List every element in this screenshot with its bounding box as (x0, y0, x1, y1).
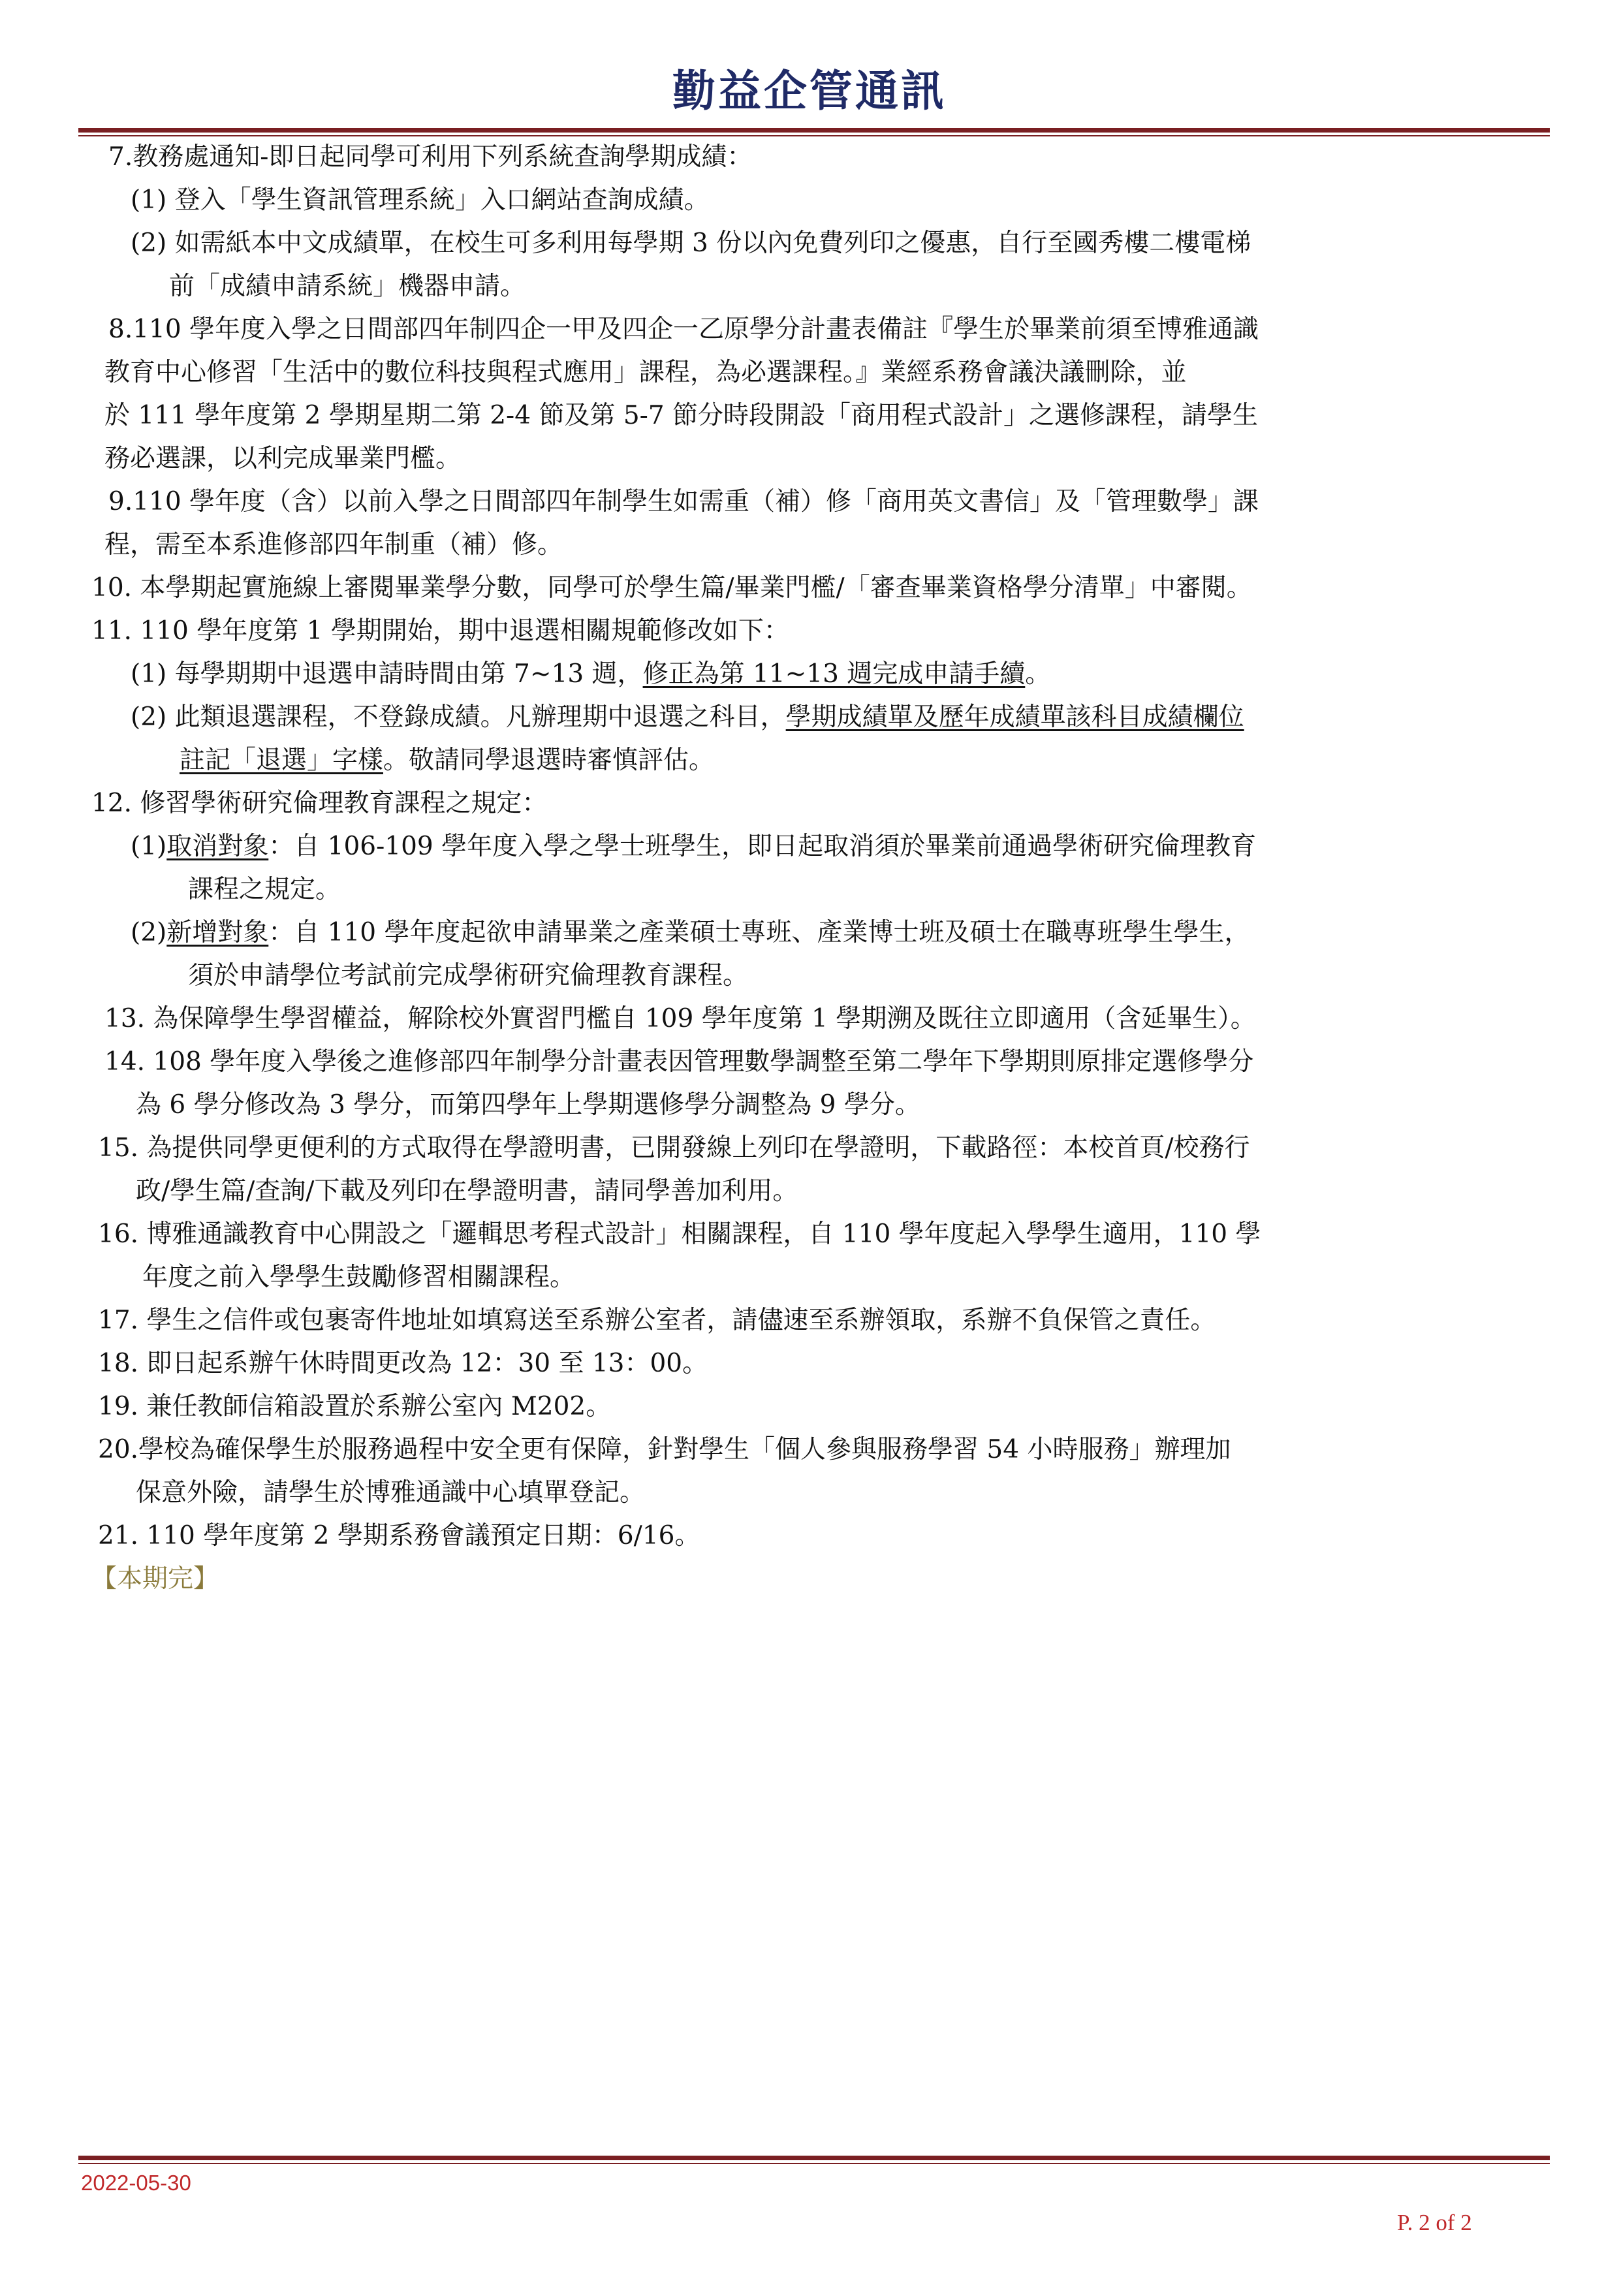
item-11-sub-2: (2) 此類退選課程，不登錄成績。凡辦理期中退選之科目，學期成績單及歷年成績單該科目成績欄位 (131, 702, 1244, 732)
item-7-2: (2) 如需紙本中文成績單，在校生可多利用每學期 3 份以內免費列印之優惠，自行至國秀樓二樓電梯 (131, 228, 1251, 258)
item-15: 15. 為提供同學更便利的方式取得在學證明書，已開發線上列印在學證明，下載路徑：本校首頁/校務行 (98, 1133, 1250, 1163)
item-18: 18. 即日起系辦午休時間更改為 12：30 至 13：00。 (98, 1349, 708, 1378)
item-16: 16. 博雅通識教育中心開設之「邏輯思考程式設計」相關課程，自 110 學年度起入學學生適用，110 學 (98, 1219, 1261, 1249)
item-11-sub-1: (1) 每學期期中退選申請時間由第 7~13 週，修正為第 11~13 週完成申請手續。 (131, 659, 1051, 689)
underlined-text: 學期成績單及歷年成績單該科目成績欄位 (785, 702, 1244, 732)
item-12-sub-1-cont: 課程之規定。 (188, 875, 341, 904)
issue-date: 2022-05-30 (81, 2171, 191, 2195)
item-8-cont: 務必選課，以利完成畢業門檻。 (104, 444, 462, 473)
item-10: 10. 本學期起實施線上審閱畢業學分數，同學可於學生篇/畢業門檻/「審查畢業資格學分清單」中審閱。 (91, 573, 1252, 603)
item-7-2-cont: 前「成績申請系統」機器申請。 (144, 272, 526, 301)
item-14: 14. 108 學年度入學後之進修部四年制學分計畫表因管理數學調整至第二學年下學期則原排定選修學分 (104, 1047, 1254, 1077)
item-8: 8.110 學年度入學之日間部四年制四企一甲及四企一乙原學分計畫表備註『學生於畢業前須至博雅通識 (108, 315, 1259, 344)
item-8-cont: 於 111 學年度第 2 學期星期二第 2-4 節及第 5-7 節分時段開設「商用程式設計」之選修課程，請學生 (104, 401, 1259, 430)
item-15-cont: 政/學生篇/查詢/下載及列印在學證明書，請同學善加利用。 (136, 1176, 798, 1206)
item-13: 13. 為保障學生學習權益，解除校外實習門檻自 109 學年度第 1 學期溯及既往立即適用（含延畢生）。 (104, 1004, 1256, 1033)
page-number: P. 2 of 2 (1397, 2210, 1472, 2235)
announcement-list (91, 136, 1547, 1601)
underlined-text: 新增對象 (166, 918, 269, 947)
item-20: 20.學校為確保學生於服務過程中安全更有保障，針對學生「個人參與服務學習 54 小時服務」辦理加 (98, 1435, 1231, 1464)
item-7-1: (1) 登入「學生資訊管理系統」入口網站查詢成績。 (131, 185, 710, 215)
item-11-sub-2-cont: 註記「退選」字樣。敬請同學退選時審慎評估。 (180, 746, 715, 775)
item-12-sub-2-cont: 須於申請學位考試前完成學術研究倫理教育課程。 (188, 961, 749, 990)
item-21: 21. 110 學年度第 2 學期系務會議預定日期：6/16。 (98, 1521, 700, 1550)
item-9-cont: 程，需至本系進修部四年制重（補）修。 (104, 530, 563, 559)
item-8-cont: 教育中心修習「生活中的數位科技與程式應用」課程，為必選課程。』業經系務會議決議刪除，並 (104, 358, 1187, 387)
item-12-sub-2: (2)新增對象：自 110 學年度起欲申請畢業之產業碩士專班、產業博士班及碩士在職專班學生學生， (131, 918, 1250, 947)
item-17: 17. 學生之信件或包裹寄件地址如填寫送至系辦公室者，請儘速至系辦領取，系辦不負保管之責任。 (98, 1306, 1216, 1335)
page-title: 勤益企管通訊 (672, 66, 947, 116)
item-9: 9.110 學年度（含）以前入學之日間部四年制學生如需重（補）修「商用英文書信」及「管理數學」課 (108, 487, 1259, 516)
item-12-sub-1: (1)取消對象：自 106-109 學年度入學之學士班學生，即日起取消須於畢業前通過學術研究倫理教育 (131, 832, 1257, 861)
underlined-text: 取消對象 (166, 832, 269, 861)
item-7: 7.教務處通知-即日起同學可利用下列系統查詢學期成績： (108, 142, 753, 172)
item-20-cont: 保意外險，請學生於博雅通識中心填單登記。 (136, 1478, 646, 1507)
item-16-cont: 年度之前入學學生鼓勵修習相關課程。 (142, 1263, 576, 1292)
end-of-issue-mark: 【本期完】 (91, 1564, 219, 1594)
item-12: 12. 修習學術研究倫理教育課程之規定： (91, 789, 548, 818)
item-19: 19. 兼任教師信箱設置於系辦公室內 M202。 (98, 1392, 612, 1421)
item-11: 11. 110 學年度第 1 學期開始，期中退選相關規範修改如下： (91, 616, 789, 646)
footer-divider (78, 2156, 1550, 2164)
underlined-text: 註記「退選」字樣 (180, 746, 384, 775)
item-14-cont: 為 6 學分修改為 3 學分，而第四學年上學期選修學分調整為 9 學分。 (136, 1090, 920, 1120)
underlined-text: 修正為第 11~13 週完成申請手續 (642, 659, 1026, 689)
